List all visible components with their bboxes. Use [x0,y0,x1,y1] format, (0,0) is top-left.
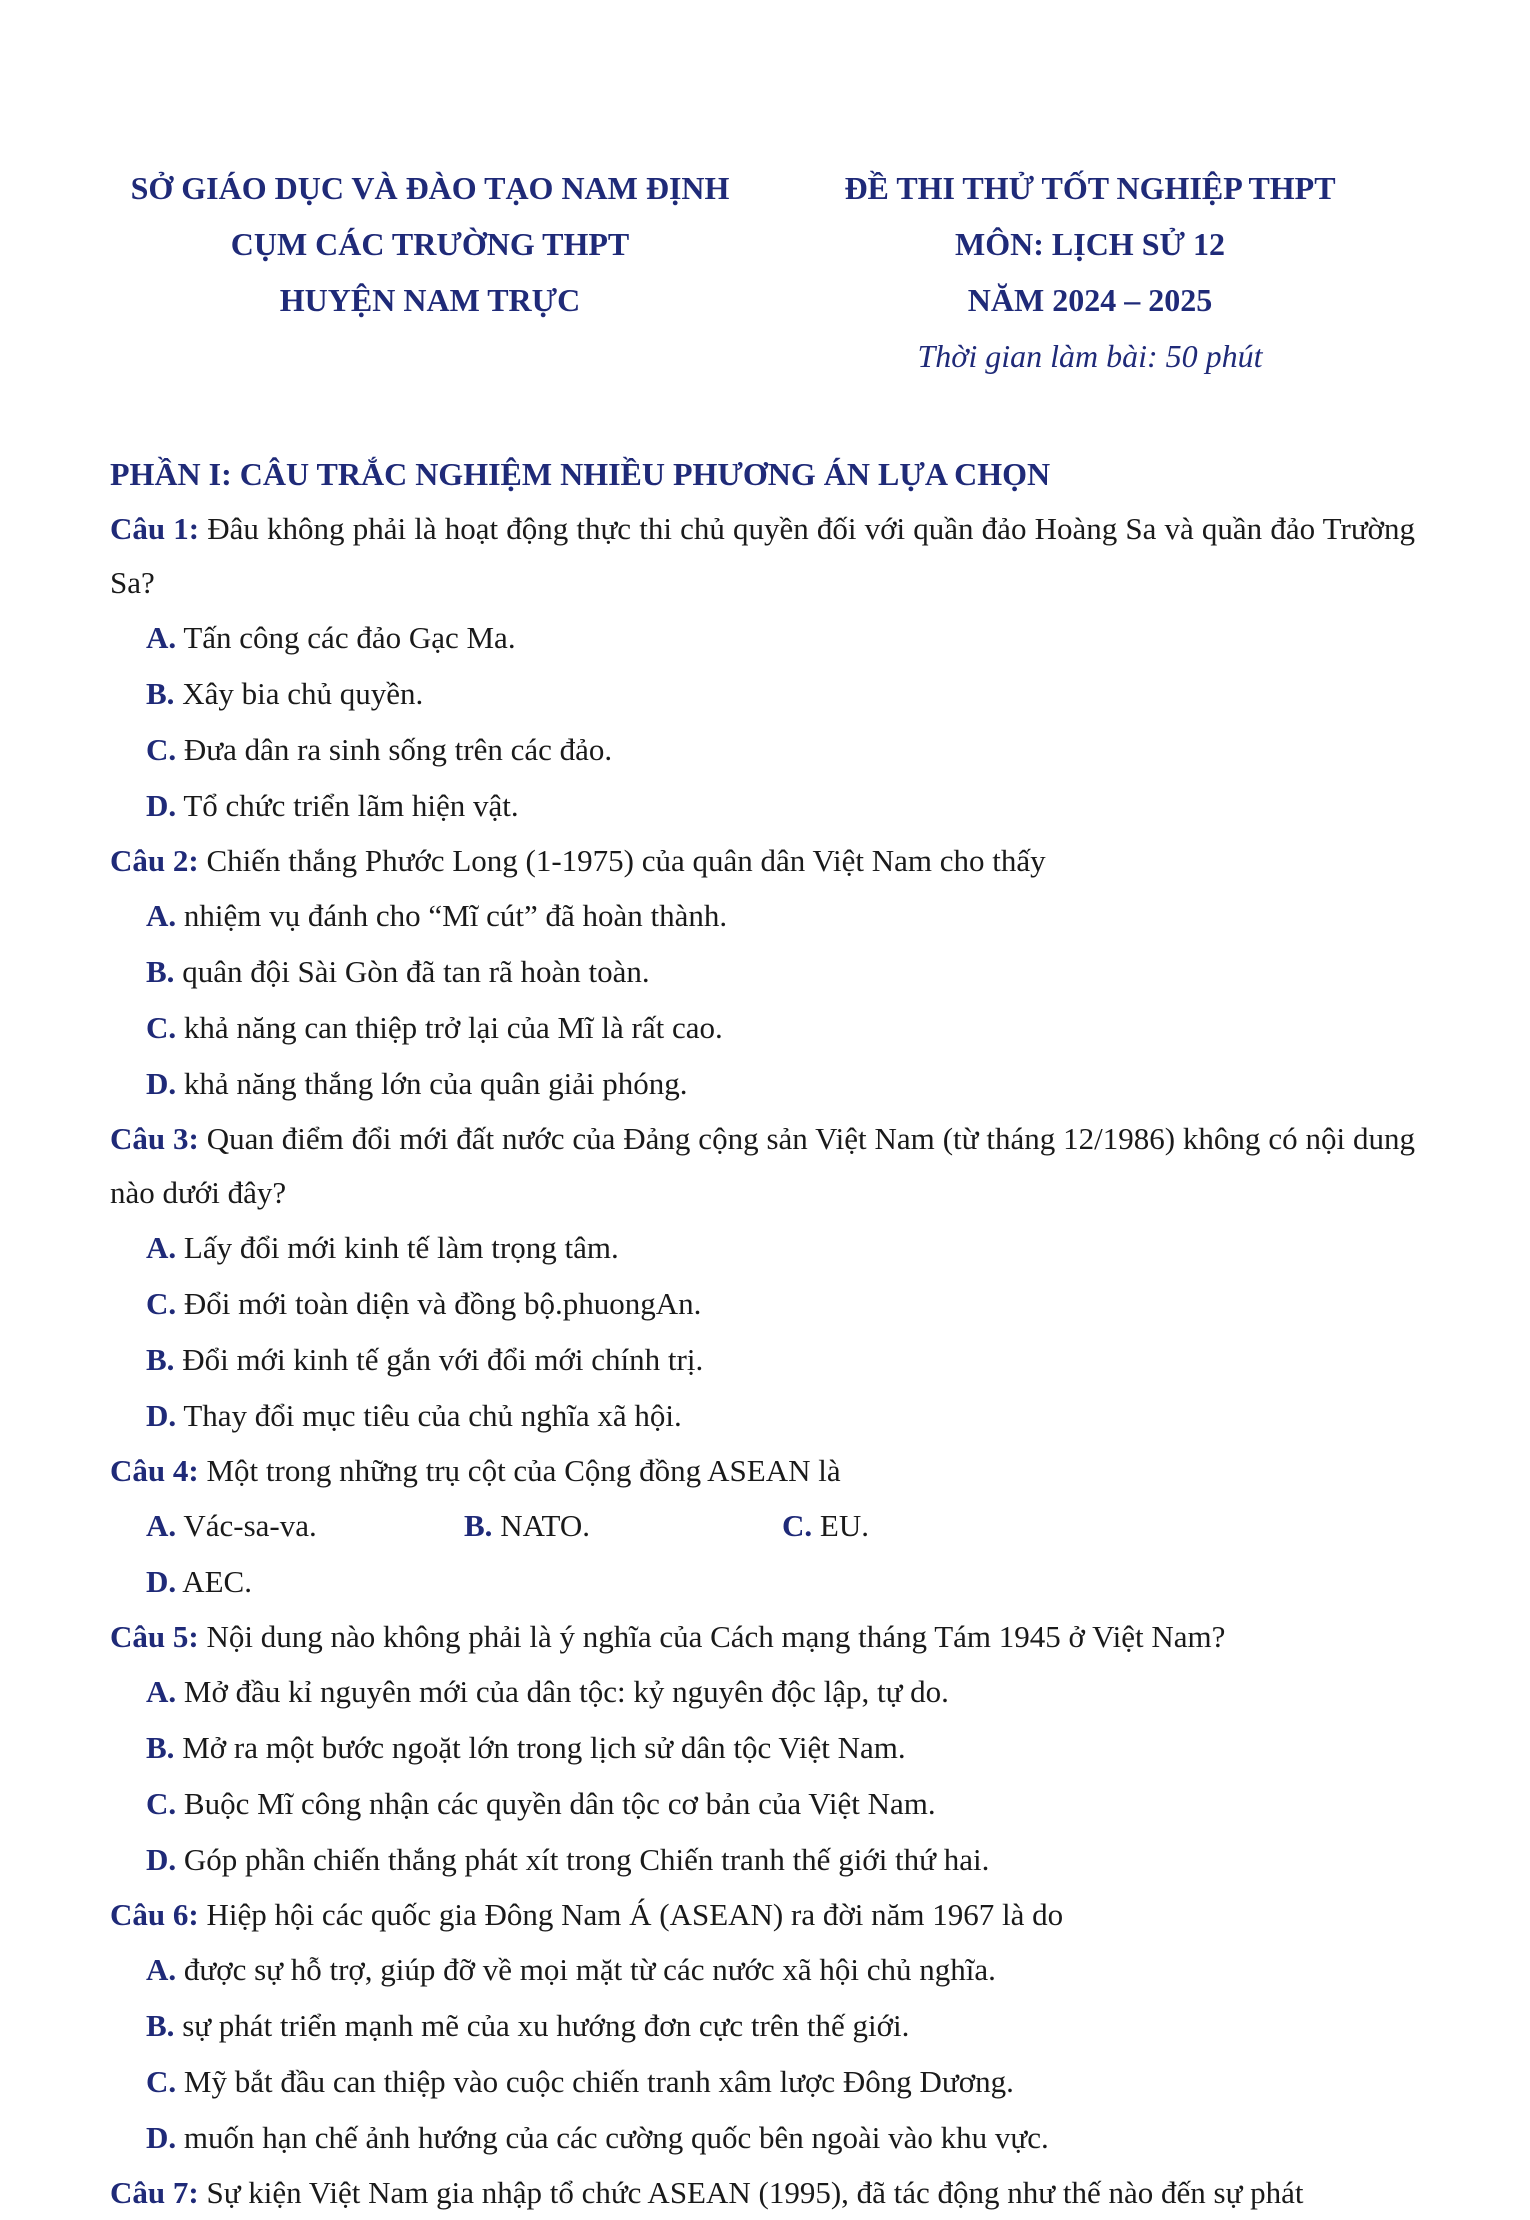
question-1 [110,502,1415,610]
option-text: Buộc Mĩ công nhận các quyền dân tộc cơ bản của Việt Nam. [183,1786,936,1821]
option-text: muốn hạn chế ảnh hướng của các cường quốc bên ngoài vào khu vực. [183,2120,1049,2155]
option [146,1942,1406,1998]
question-7 [110,2166,1415,2220]
option [146,944,782,1000]
option-text: Đổi mới kinh tế gắn với đổi mới chính trị. [182,1342,704,1377]
option-text: Thay đổi mục tiêu của chủ nghĩa xã hội. [183,1398,682,1433]
option [782,1498,1100,1554]
question-4-options [110,1498,1415,1610]
question-text: Nội dung nào không phải là ý nghĩa của Cách mạng tháng Tám 1945 ở Việt Nam? [206,1619,1226,1654]
option-letter: B. [146,1730,175,1765]
option [146,1276,782,1332]
option [146,610,782,666]
question-6-options [110,1942,1415,2166]
question-number: Câu 1: [110,511,200,546]
option [146,1998,1406,2054]
option-letter: B. [146,2008,175,2043]
option-letter: D. [146,1066,177,1101]
exam-content [110,446,1415,2220]
option-text: Tổ chức triển lãm hiện vật. [183,788,519,823]
option-letter: C. [146,732,177,767]
question-1-options [110,610,1415,834]
option [146,1220,782,1276]
question-number: Câu 6: [110,1897,199,1932]
option-letter: D. [146,788,177,823]
question-number: Câu 3: [110,1121,199,1156]
option-letter: A. [146,620,177,655]
option-text: Xây bia chủ quyền. [182,676,424,711]
option-letter: B. [146,954,175,989]
option [146,2054,1406,2110]
option-text: EU. [819,1508,869,1543]
option-text: quân đội Sài Gòn đã tan rã hoàn toàn. [182,954,650,989]
option-text: Đưa dân ra sinh sống trên các đảo. [183,732,613,767]
option-letter: A. [146,1674,177,1709]
exam-subject: MÔN: LỊCH SỬ 12 [955,226,1225,262]
option [146,1776,1406,1832]
question-text: Hiệp hội các quốc gia Đông Nam Á (ASEAN) ra đời năm 1967 là do [206,1897,1064,1932]
option-letter: A. [146,1952,177,1987]
option-text: Lấy đổi mới kinh tế làm trọng tâm. [183,1230,619,1265]
option [146,1554,464,1610]
option [146,778,782,834]
option-text: sự phát triển mạnh mẽ của xu hướng đơn cực trên thế giới. [182,2008,910,2043]
question-number: Câu 2: [110,843,199,878]
option-text: Góp phần chiến thắng phát xít trong Chiến tranh thế giới thứ hai. [183,1842,990,1877]
option [146,1056,782,1112]
question-number: Câu 5: [110,1619,199,1654]
question-6 [110,1888,1415,1942]
question-5 [110,1610,1415,1664]
exam-title: ĐỀ THI THỬ TỐT NGHIỆP THPT [844,170,1336,206]
option-letter: B. [146,1342,175,1377]
option-text: Mở đầu kỉ nguyên mới của dân tộc: kỷ nguyên độc lập, tự do. [183,1674,949,1709]
option-text: Vác-sa-va. [183,1508,317,1543]
option [146,1720,1406,1776]
question-3 [110,1112,1415,1220]
option [146,888,782,944]
exam-year: NĂM 2024 – 2025 [967,282,1213,318]
option [146,1832,1406,1888]
option-text: nhiệm vụ đánh cho “Mĩ cút” đã hoàn thành. [183,898,728,933]
option-letter: D. [146,1398,177,1433]
question-4 [110,1444,1415,1498]
option-letter: D. [146,1564,177,1599]
option-text: Tấn công các đảo Gạc Ma. [183,620,516,655]
option-letter: C. [782,1508,813,1543]
option-letter: B. [464,1508,493,1543]
option-letter: C. [146,1010,177,1045]
option [146,666,782,722]
question-text: Đâu không phải là hoạt động thực thi chủ quyền đối với quần đảo Hoàng Sa và quần đảo Trường Sa? [110,511,1416,600]
option [146,1332,782,1388]
question-number: Câu 7: [110,2175,199,2210]
option [146,1000,782,1056]
district-name: HUYỆN NAM TRỰC [279,282,581,318]
question-text: Quan điểm đổi mới đất nước của Đảng cộng sản Việt Nam (từ tháng 12/1986) không có nội dung nào dưới đây? [110,1121,1416,1210]
school-cluster-name: CỤM CÁC TRƯỜNG THPT [230,226,630,262]
option-letter: A. [146,1230,177,1265]
question-text: Một trong những trụ cột của Cộng đồng ASEAN là [206,1453,841,1488]
question-2-options [110,888,1415,1112]
section-title: PHẦN I: CÂU TRẮC NGHIỆM NHIỀU PHƯƠNG ÁN LỰA CHỌN [110,456,1051,492]
option-text: khả năng can thiệp trở lại của Mĩ là rất cao. [183,1010,723,1045]
exam-duration: Thời gian làm bài: 50 phút [917,338,1263,374]
option-letter: C. [146,1286,177,1321]
option-text: Đổi mới toàn diện và đồng bộ.phuongAn. [183,1286,702,1321]
question-5-options [110,1664,1415,1888]
option-text: Mỹ bắt đầu can thiệp vào cuộc chiến tranh xâm lược Đông Dương. [183,2064,1014,2099]
question-2 [110,834,1415,888]
option-text: khả năng thắng lớn của quân giải phóng. [183,1066,688,1101]
question-number: Câu 4: [110,1453,199,1488]
question-text: Chiến thắng Phước Long (1-1975) của quân dân Việt Nam cho thấy [206,843,1046,878]
option [146,1388,782,1444]
department-name: SỞ GIÁO DỤC VÀ ĐÀO TẠO NAM ĐỊNH [130,170,730,206]
exam-header [800,168,1380,392]
option-letter: A. [146,898,177,933]
question-text: Sự kiện Việt Nam gia nhập tổ chức ASEAN (1995), đã tác động như thế nào đến sự phát [206,2175,1304,2210]
option [146,2110,1406,2166]
option-text: Mở ra một bước ngoặt lớn trong lịch sử dân tộc Việt Nam. [182,1730,906,1765]
option-letter: C. [146,2064,177,2099]
option [464,1498,782,1554]
option [146,1664,1406,1720]
option-text: NATO. [500,1508,591,1543]
option-letter: C. [146,1786,177,1821]
option [146,722,782,778]
question-3-options [110,1220,1415,1444]
option-text: được sự hỗ trợ, giúp đỡ về mọi mặt từ các nước xã hội chủ nghĩa. [183,1952,996,1987]
option-letter: B. [146,676,175,711]
option-letter: D. [146,2120,177,2155]
option-text: AEC. [182,1564,252,1599]
option-letter: A. [146,1508,177,1543]
issuer-header [100,168,760,336]
option-letter: D. [146,1842,177,1877]
option [146,1498,464,1554]
